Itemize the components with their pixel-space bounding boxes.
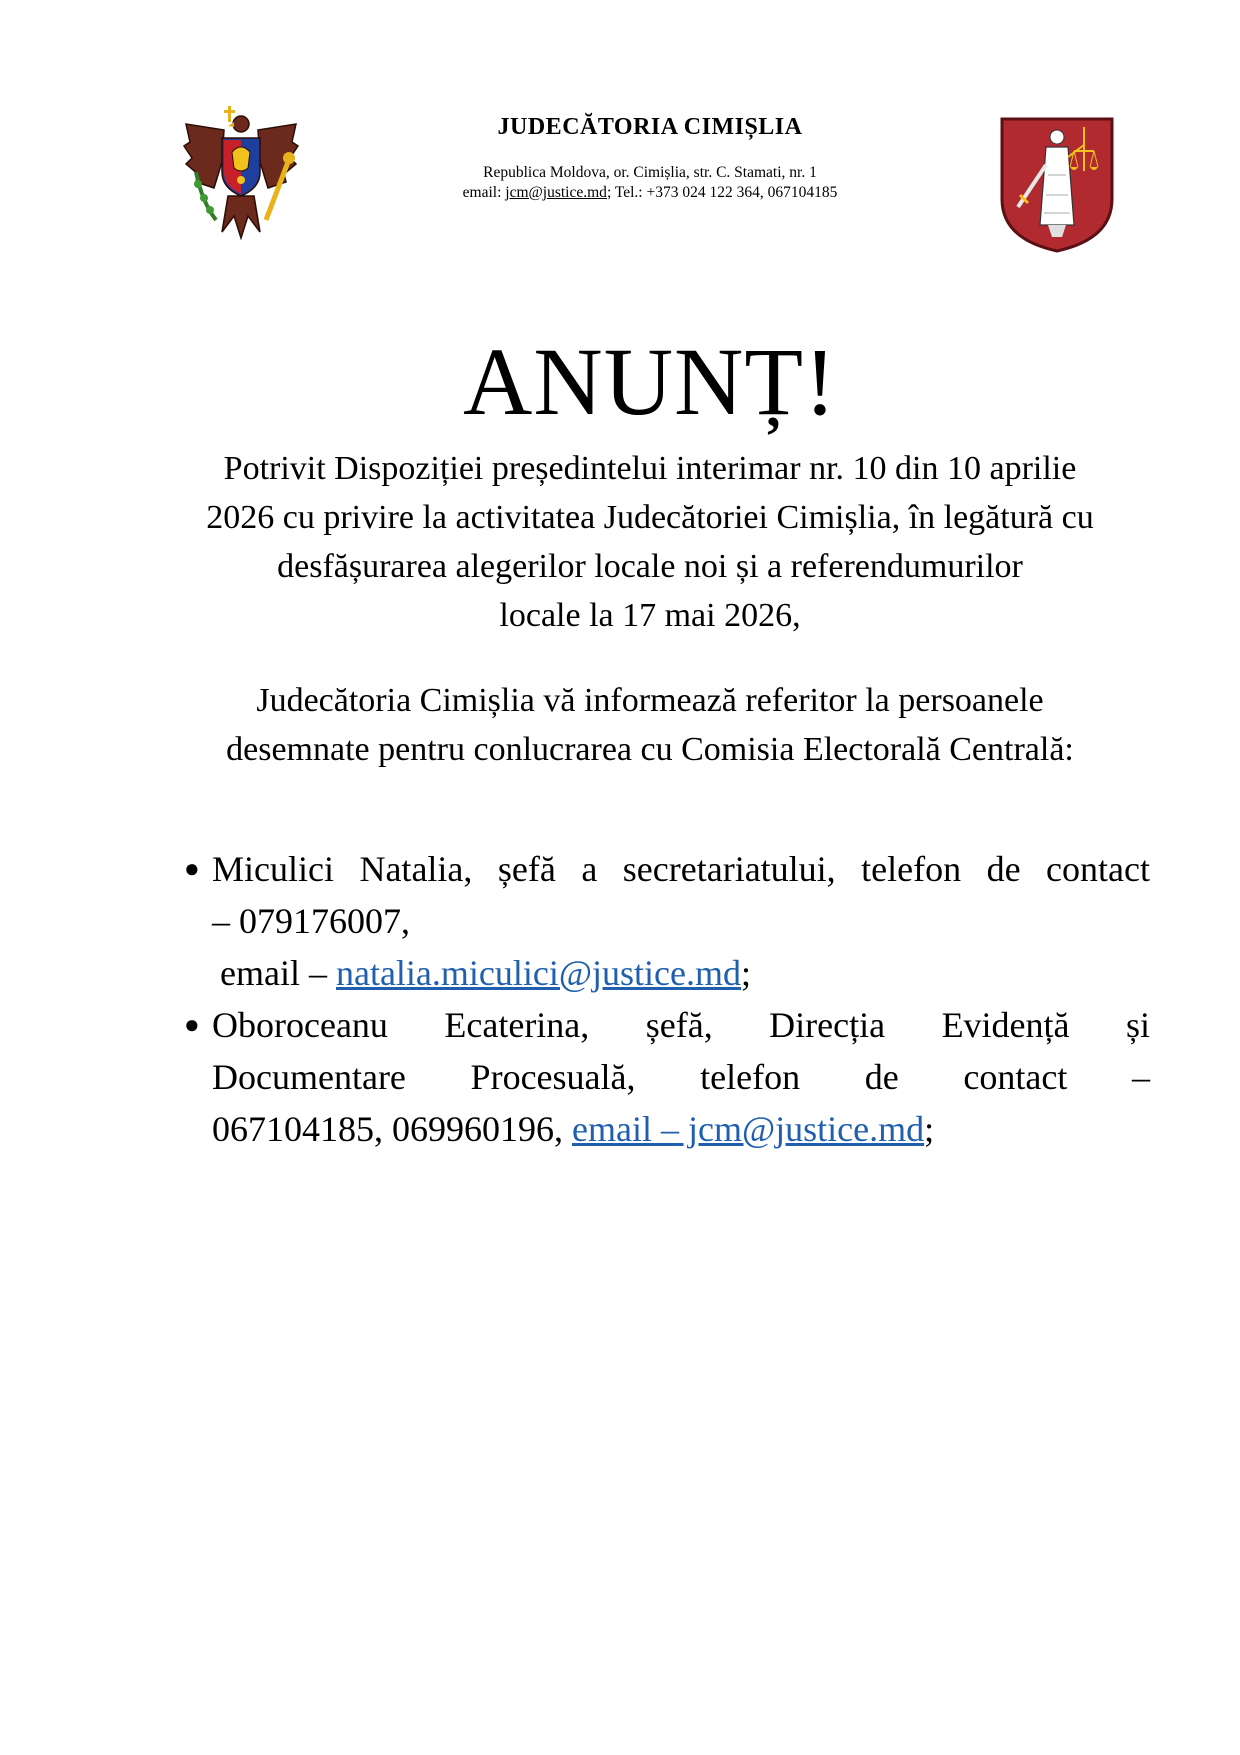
contact-1-email-prefix: email –	[220, 953, 336, 993]
bullet-icon: ●	[184, 1010, 200, 1039]
court-contact-line	[400, 183, 900, 203]
bullet-icon: ●	[184, 854, 200, 883]
contact-2-line: Documentare Procesuală, telefon de contact –	[212, 1057, 1150, 1097]
intro-line: locale la 17 mai 2026,	[499, 597, 801, 634]
court-name: JUDECĂTORIA CIMIȘLIA	[497, 114, 803, 140]
list-item	[184, 999, 1150, 1155]
contact-1-email-suffix: ;	[741, 953, 752, 993]
contact-phone: ; Tel.: +373 024 122 364, 067104185	[606, 184, 838, 201]
contact-persons-list	[184, 843, 1150, 1155]
info-line: desemnate pentru conlucrarea cu Comisia Electorală Centrală:	[226, 731, 1074, 768]
contact-2-phones: 067104185, 069960196,	[212, 1109, 572, 1149]
announcement-title: ANUNȚ!	[463, 328, 837, 435]
contact-2-line: Oboroceanu Ecaterina, șefă, Direcția Evidență și	[212, 1005, 1150, 1045]
intro-paragraph	[150, 444, 1150, 640]
info-line: Judecătoria Cimișlia vă informează referitor la persoanele	[256, 682, 1044, 719]
intro-line: desfășurarea alegerilor locale noi și a referendumurilor	[277, 548, 1023, 585]
intro-line: 2026 cu privire la activitatea Judecătoriei Cimișlia, în legătură cu	[206, 499, 1094, 536]
court-address: Republica Moldova, or. Cimișlia, str. C. Stamati, nr. 1	[483, 164, 817, 181]
contact-1-email-link[interactable]: natalia.miculici@justice.md	[335, 953, 742, 993]
moldova-coat-of-arms-icon	[176, 102, 306, 242]
justice-emblem-icon	[998, 115, 1116, 253]
contact-1-line: Miculici Natalia, șefă a secretariatului, telefon de contact	[212, 849, 1150, 889]
contact-2-email-link[interactable]: email – jcm@justice.md	[572, 1109, 925, 1149]
info-paragraph	[150, 676, 1150, 774]
intro-line: Potrivit Dispoziției președintelui interimar nr. 10 din 10 aprilie	[223, 450, 1077, 487]
contact-email-prefix: email:	[462, 184, 506, 201]
list-item	[184, 843, 1150, 999]
letterhead	[400, 114, 900, 203]
court-email-link[interactable]: jcm@justice.md	[505, 184, 607, 201]
contact-1-phone: – 079176007,	[212, 901, 410, 941]
contact-2-email-suffix: ;	[924, 1109, 935, 1149]
